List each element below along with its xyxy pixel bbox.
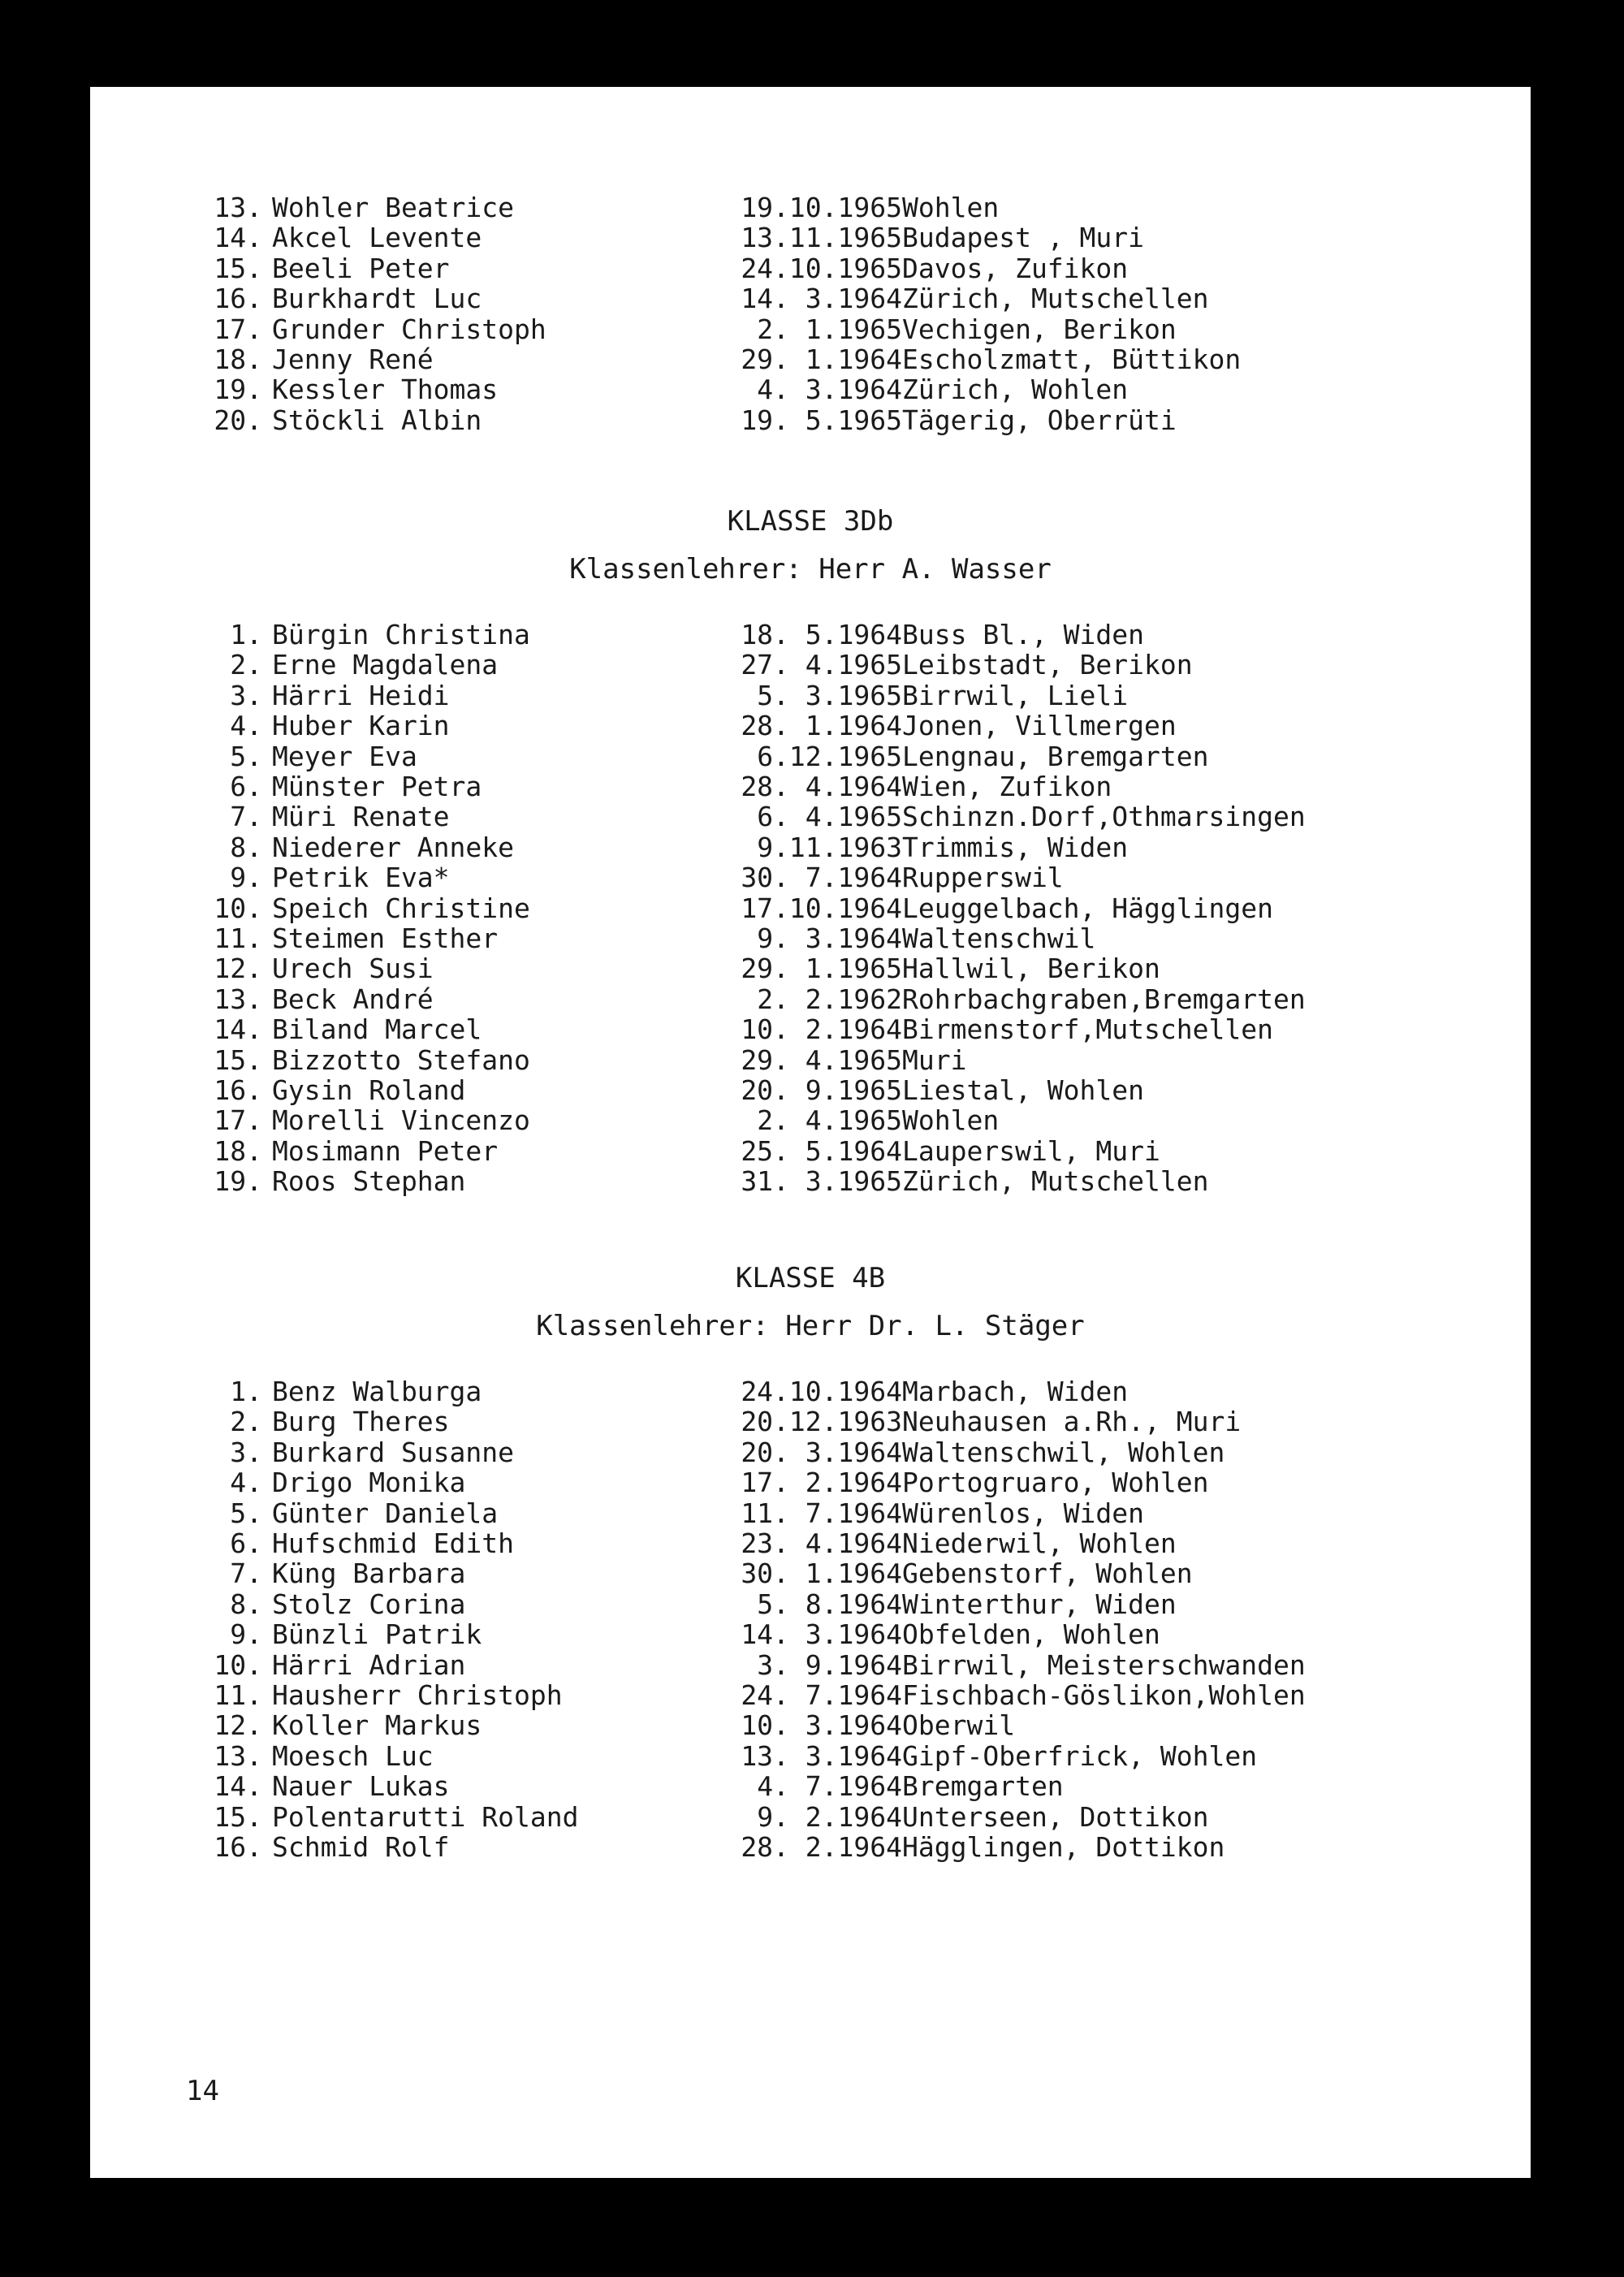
student-place: Oberwil bbox=[902, 1709, 1016, 1741]
student-date: 11. 7.1964 bbox=[741, 1497, 902, 1529]
student-place: Hägglingen, Dottikon bbox=[902, 1831, 1225, 1863]
student-row bbox=[90, 1166, 1531, 1196]
student-date: 4. 7.1964 bbox=[757, 1770, 902, 1802]
student-num: 4. bbox=[230, 710, 262, 741]
student-place: Wohlen bbox=[902, 192, 1000, 223]
student-num: 6. bbox=[230, 771, 262, 802]
student-num: 13. bbox=[214, 983, 262, 1015]
student-date: 25. 5.1964 bbox=[741, 1135, 902, 1167]
student-place: Neuhausen a.Rh., Muri bbox=[902, 1406, 1242, 1437]
student-date: 28. 1.1964 bbox=[741, 710, 902, 741]
student-place: Gipf-Oberfrick, Wohlen bbox=[902, 1740, 1258, 1772]
student-place: Obfelden, Wohlen bbox=[902, 1618, 1160, 1650]
student-place: Lauperswil, Muri bbox=[902, 1135, 1160, 1167]
student-row bbox=[90, 1014, 1531, 1044]
student-place: Trimmis, Widen bbox=[902, 832, 1129, 863]
student-name: Akcel Levente bbox=[272, 222, 482, 253]
student-name: Münster Petra bbox=[272, 771, 482, 802]
student-name: Burg Theres bbox=[272, 1406, 450, 1437]
student-name: Huber Karin bbox=[272, 710, 450, 741]
student-num: 8. bbox=[230, 1588, 262, 1620]
student-place: Muri bbox=[902, 1044, 967, 1076]
student-place: Waltenschwil, Wohlen bbox=[902, 1437, 1225, 1468]
student-row bbox=[90, 1710, 1531, 1740]
student-date: 20.12.1963 bbox=[741, 1406, 902, 1437]
student-num: 7. bbox=[230, 801, 262, 832]
student-name: Benz Walburga bbox=[272, 1376, 482, 1407]
student-num: 11. bbox=[214, 1679, 262, 1711]
student-name: Müri Renate bbox=[272, 801, 450, 832]
student-place: Wohlen bbox=[902, 1104, 1000, 1136]
student-name: Burkhardt Luc bbox=[272, 283, 482, 314]
student-row bbox=[90, 1619, 1531, 1649]
student-row bbox=[90, 405, 1531, 435]
student-row bbox=[90, 1802, 1531, 1832]
student-date: 20. 3.1964 bbox=[741, 1437, 902, 1468]
student-row bbox=[90, 711, 1531, 741]
student-date: 20. 9.1965 bbox=[741, 1074, 902, 1106]
student-place: Fischbach-Göslikon,Wohlen bbox=[902, 1679, 1306, 1711]
student-date: 10. 2.1964 bbox=[741, 1013, 902, 1045]
student-num: 2. bbox=[230, 649, 262, 681]
student-place: Davos, Zufikon bbox=[902, 253, 1129, 284]
student-row bbox=[90, 1075, 1531, 1105]
student-date: 24.10.1964 bbox=[741, 1376, 902, 1407]
student-name: Roos Stephan bbox=[272, 1165, 466, 1197]
student-num: 1. bbox=[230, 1376, 262, 1407]
student-row bbox=[90, 223, 1531, 253]
student-name: Morelli Vincenzo bbox=[272, 1104, 530, 1136]
student-name: Nauer Lukas bbox=[272, 1770, 450, 1802]
student-row bbox=[90, 681, 1531, 711]
student-place: Rupperswil bbox=[902, 862, 1064, 893]
student-row bbox=[90, 1771, 1531, 1801]
student-row bbox=[90, 862, 1531, 892]
student-place: Marbach, Widen bbox=[902, 1376, 1129, 1407]
student-date: 13. 3.1964 bbox=[741, 1740, 902, 1772]
section-title-3db: KLASSE 3Db bbox=[727, 505, 894, 538]
student-num: 4. bbox=[230, 1467, 262, 1498]
student-num: 9. bbox=[230, 862, 262, 893]
student-num: 12. bbox=[214, 953, 262, 984]
student-place: Escholzmatt, Büttikon bbox=[902, 343, 1242, 375]
student-name: Urech Susi bbox=[272, 953, 434, 984]
student-place: Hallwil, Berikon bbox=[902, 953, 1160, 984]
student-date: 5. 8.1964 bbox=[757, 1588, 902, 1620]
student-name: Steimen Esther bbox=[272, 922, 499, 954]
student-date: 9. 2.1964 bbox=[757, 1801, 902, 1833]
student-date: 14. 3.1964 bbox=[741, 1618, 902, 1650]
student-name: Burkard Susanne bbox=[272, 1437, 515, 1468]
student-place: Leuggelbach, Hägglingen bbox=[902, 892, 1273, 924]
student-name: Kessler Thomas bbox=[272, 374, 499, 405]
student-date: 17.10.1964 bbox=[741, 892, 902, 924]
student-place: Winterthur, Widen bbox=[902, 1588, 1177, 1620]
student-num: 17. bbox=[214, 313, 262, 345]
student-num: 5. bbox=[230, 1497, 262, 1529]
student-num: 14. bbox=[214, 1013, 262, 1045]
student-name: Stolz Corina bbox=[272, 1588, 466, 1620]
student-row bbox=[90, 192, 1531, 223]
student-place: Leibstadt, Berikon bbox=[902, 649, 1193, 681]
student-row bbox=[90, 893, 1531, 923]
student-num: 13. bbox=[214, 1740, 262, 1772]
student-num: 16. bbox=[214, 283, 262, 314]
student-date: 19. 5.1965 bbox=[741, 404, 902, 436]
student-date: 9. 3.1964 bbox=[757, 922, 902, 954]
student-place: Würenlos, Widen bbox=[902, 1497, 1145, 1529]
student-num: 16. bbox=[214, 1074, 262, 1106]
student-name: Bizzotto Stefano bbox=[272, 1044, 530, 1076]
student-name: Petrik Eva* bbox=[272, 862, 450, 893]
student-place: Niederwil, Wohlen bbox=[902, 1527, 1177, 1559]
student-name: Speich Christine bbox=[272, 892, 530, 924]
student-place: Zürich, Mutschellen bbox=[902, 283, 1209, 314]
student-name: Bünzli Patrik bbox=[272, 1618, 482, 1650]
student-name: Schmid Rolf bbox=[272, 1831, 450, 1863]
student-date: 10. 3.1964 bbox=[741, 1709, 902, 1741]
student-place: Bremgarten bbox=[902, 1770, 1064, 1802]
student-place: Zürich, Mutschellen bbox=[902, 1165, 1209, 1197]
student-num: 12. bbox=[214, 1709, 262, 1741]
student-place: Birmenstorf,Mutschellen bbox=[902, 1013, 1273, 1045]
student-row bbox=[90, 1467, 1531, 1497]
page-number: 14 bbox=[186, 2075, 219, 2107]
student-place: Budapest , Muri bbox=[902, 222, 1145, 253]
student-num: 11. bbox=[214, 922, 262, 954]
student-row bbox=[90, 1376, 1531, 1406]
student-num: 6. bbox=[230, 1527, 262, 1559]
student-num: 13. bbox=[214, 192, 262, 223]
student-num: 3. bbox=[230, 1437, 262, 1468]
student-num: 18. bbox=[214, 1135, 262, 1167]
student-date: 24. 7.1964 bbox=[741, 1679, 902, 1711]
student-place: Waltenschwil bbox=[902, 922, 1096, 954]
student-date: 30. 1.1964 bbox=[741, 1558, 902, 1589]
student-name: Koller Markus bbox=[272, 1709, 482, 1741]
student-date: 4. 3.1964 bbox=[757, 374, 902, 405]
student-row bbox=[90, 283, 1531, 313]
student-num: 16. bbox=[214, 1831, 262, 1863]
student-num: 1. bbox=[230, 619, 262, 650]
student-row bbox=[90, 832, 1531, 862]
student-num: 14. bbox=[214, 1770, 262, 1802]
student-date: 6.12.1965 bbox=[757, 741, 902, 772]
student-place: Birrwil, Meisterschwanden bbox=[902, 1649, 1306, 1681]
student-date: 29. 4.1965 bbox=[741, 1044, 902, 1076]
student-row bbox=[90, 1406, 1531, 1437]
student-num: 2. bbox=[230, 1406, 262, 1437]
student-row bbox=[90, 1528, 1531, 1558]
student-name: Erne Magdalena bbox=[272, 649, 499, 681]
student-date: 18. 5.1964 bbox=[741, 619, 902, 650]
student-date: 30. 7.1964 bbox=[741, 862, 902, 893]
student-row bbox=[90, 741, 1531, 771]
student-date: 2. 2.1962 bbox=[757, 983, 902, 1015]
student-name: Drigo Monika bbox=[272, 1467, 466, 1498]
student-name: Mosimann Peter bbox=[272, 1135, 499, 1167]
student-num: 19. bbox=[214, 374, 262, 405]
student-date: 6. 4.1965 bbox=[757, 801, 902, 832]
student-place: Unterseen, Dottikon bbox=[902, 1801, 1209, 1833]
student-num: 15. bbox=[214, 253, 262, 284]
student-date: 28. 2.1964 bbox=[741, 1831, 902, 1863]
student-place: Lengnau, Bremgarten bbox=[902, 741, 1209, 772]
student-date: 13.11.1965 bbox=[741, 222, 902, 253]
student-row bbox=[90, 1741, 1531, 1771]
student-row bbox=[90, 1832, 1531, 1862]
student-num: 17. bbox=[214, 1104, 262, 1136]
student-row bbox=[90, 314, 1531, 344]
teacher-line-4b: Klassenlehrer: Herr Dr. L. Stäger bbox=[536, 1310, 1085, 1342]
student-num: 18. bbox=[214, 343, 262, 375]
student-name: Beeli Peter bbox=[272, 253, 450, 284]
student-date: 5. 3.1965 bbox=[757, 680, 902, 711]
student-date: 17. 2.1964 bbox=[741, 1467, 902, 1498]
student-place: Schinzn.Dorf,Othmarsingen bbox=[902, 801, 1306, 832]
student-name: Grunder Christoph bbox=[272, 313, 546, 345]
student-num: 7. bbox=[230, 1558, 262, 1589]
student-num: 10. bbox=[214, 892, 262, 924]
student-date: 28. 4.1964 bbox=[741, 771, 902, 802]
student-place: Portogruaro, Wohlen bbox=[902, 1467, 1209, 1498]
student-date: 9.11.1963 bbox=[757, 832, 902, 863]
student-date: 31. 3.1965 bbox=[741, 1165, 902, 1197]
student-place: Vechigen, Berikon bbox=[902, 313, 1177, 345]
student-num: 10. bbox=[214, 1649, 262, 1681]
student-row bbox=[90, 953, 1531, 983]
student-row bbox=[90, 771, 1531, 801]
student-date: 24.10.1965 bbox=[741, 253, 902, 284]
student-name: Biland Marcel bbox=[272, 1013, 482, 1045]
student-row bbox=[90, 1680, 1531, 1710]
student-date: 27. 4.1965 bbox=[741, 649, 902, 681]
student-row bbox=[90, 801, 1531, 832]
student-name: Gysin Roland bbox=[272, 1074, 466, 1106]
student-date: 29. 1.1965 bbox=[741, 953, 902, 984]
student-place: Tägerig, Oberrüti bbox=[902, 404, 1177, 436]
student-date: 19.10.1965 bbox=[741, 192, 902, 223]
student-num: 8. bbox=[230, 832, 262, 863]
student-name: Meyer Eva bbox=[272, 741, 417, 772]
student-row bbox=[90, 984, 1531, 1014]
student-date: 14. 3.1964 bbox=[741, 283, 902, 314]
student-row bbox=[90, 620, 1531, 650]
student-row bbox=[90, 253, 1531, 283]
student-num: 20. bbox=[214, 404, 262, 436]
student-date: 2. 1.1965 bbox=[757, 313, 902, 345]
student-date: 2. 4.1965 bbox=[757, 1104, 902, 1136]
student-place: Rohrbachgraben,Bremgarten bbox=[902, 983, 1306, 1015]
student-row bbox=[90, 923, 1531, 953]
student-num: 5. bbox=[230, 741, 262, 772]
document-page bbox=[90, 87, 1531, 2178]
student-name: Härri Adrian bbox=[272, 1649, 466, 1681]
student-name: Günter Daniela bbox=[272, 1497, 499, 1529]
section-title-4b: KLASSE 4B bbox=[735, 1262, 886, 1294]
student-name: Hausherr Christoph bbox=[272, 1679, 563, 1711]
student-place: Gebenstorf, Wohlen bbox=[902, 1558, 1193, 1589]
student-place: Wien, Zufikon bbox=[902, 771, 1112, 802]
student-name: Küng Barbara bbox=[272, 1558, 466, 1589]
student-place: Jonen, Villmergen bbox=[902, 710, 1177, 741]
student-num: 3. bbox=[230, 680, 262, 711]
student-row bbox=[90, 1589, 1531, 1619]
student-name: Hufschmid Edith bbox=[272, 1527, 515, 1559]
student-name: Wohler Beatrice bbox=[272, 192, 515, 223]
student-num: 19. bbox=[214, 1165, 262, 1197]
student-name: Jenny René bbox=[272, 343, 434, 375]
student-row bbox=[90, 650, 1531, 680]
student-date: 29. 1.1964 bbox=[741, 343, 902, 375]
student-row bbox=[90, 1498, 1531, 1528]
student-date: 3. 9.1964 bbox=[757, 1649, 902, 1681]
student-num: 14. bbox=[214, 222, 262, 253]
student-name: Niederer Anneke bbox=[272, 832, 515, 863]
student-row bbox=[90, 1558, 1531, 1588]
student-num: 9. bbox=[230, 1618, 262, 1650]
student-row bbox=[90, 1437, 1531, 1467]
student-name: Stöckli Albin bbox=[272, 404, 482, 436]
student-row bbox=[90, 1136, 1531, 1166]
student-row bbox=[90, 344, 1531, 374]
student-place: Zürich, Wohlen bbox=[902, 374, 1129, 405]
student-name: Härri Heidi bbox=[272, 680, 450, 711]
student-row bbox=[90, 1045, 1531, 1075]
student-row bbox=[90, 374, 1531, 404]
student-row bbox=[90, 1650, 1531, 1680]
student-place: Birrwil, Lieli bbox=[902, 680, 1129, 711]
student-name: Moesch Luc bbox=[272, 1740, 434, 1772]
teacher-line-3db: Klassenlehrer: Herr A. Wasser bbox=[569, 553, 1052, 585]
student-name: Bürgin Christina bbox=[272, 619, 530, 650]
student-name: Beck André bbox=[272, 983, 434, 1015]
student-place: Liestal, Wohlen bbox=[902, 1074, 1145, 1106]
student-date: 23. 4.1964 bbox=[741, 1527, 902, 1559]
student-num: 15. bbox=[214, 1044, 262, 1076]
student-row bbox=[90, 1105, 1531, 1135]
student-num: 15. bbox=[214, 1801, 262, 1833]
student-place: Buss Bl., Widen bbox=[902, 619, 1145, 650]
student-name: Polentarutti Roland bbox=[272, 1801, 579, 1833]
